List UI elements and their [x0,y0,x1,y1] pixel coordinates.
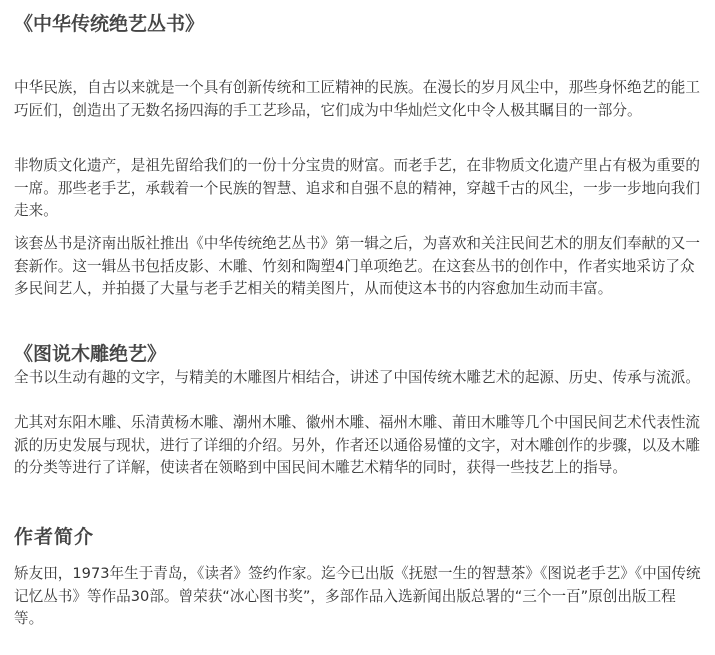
series-paragraph-2: 非物质文化遗产，是祖先留给我们的一份十分宝贵的财富。而老手艺，在非物质文化遗产里占有极为重要的一席。那些老手艺，承载着一个民族的智慧、追求和自强不息的精神，穿越千古的风尘，一步一步地向我们走来。 [14,157,700,219]
series-heading: 《中华传统绝艺丛书》 [14,13,205,35]
series-paragraph-3: 该套丛书是济南出版社推出《中华传统绝艺丛书》第一辑之后，为喜欢和关注民间艺术的朋友们奉献的又一套新作。这一辑丛书包括皮影、木雕、竹刻和陶塑4门单项绝艺。在这套丛书的创作中，作者实地采访了众多民间艺人，并拍摄了大量与老手艺相关的精美图片，从而使这本书的内容愈加生动而丰富。 [14,235,700,297]
series-paragraph-1: 中华民族，自古以来就是一个具有创新传统和工匠精神的民族。在漫长的岁月风尘中，那些身怀绝艺的能工巧匠们，创造出了无数名扬四海的手工艺珍品，它们成为中华灿烂文化中令人极其瞩目的一部分。 [14,79,700,119]
book-paragraph-1: 全书以生动有趣的文字，与精美的木雕图片相结合，讲述了中国传统木雕艺术的起源、历史、传承与流派。 [14,369,700,386]
author-heading: 作者简介 [14,526,95,548]
book-paragraph-2: 尤其对东阳木雕、乐清黄杨木雕、潮州木雕、徽州木雕、福州木雕、莆田木雕等几个中国民间艺术代表性流派的历史发展与现状，进行了详细的介绍。另外，作者还以通俗易懂的文字，对木雕创作的步骤，以及木雕的分类等进行了详解，使读者在领略到中国民间木雕艺术精华的同时，获得一些技艺上的指导。 [14,414,700,476]
book-heading: 《图说木雕绝艺》 [14,343,167,365]
author-paragraph: 矫友田，1973年生于青岛，《读者》签约作家。迄今已出版《抚慰一生的智慧茶》《图说老手艺》《中国传统记忆丛书》等作品30部。曾荣获“冰心图书奖”，多部作品入选新闻出版总署的“三个一百”原创出版工程等。 [14,565,701,627]
